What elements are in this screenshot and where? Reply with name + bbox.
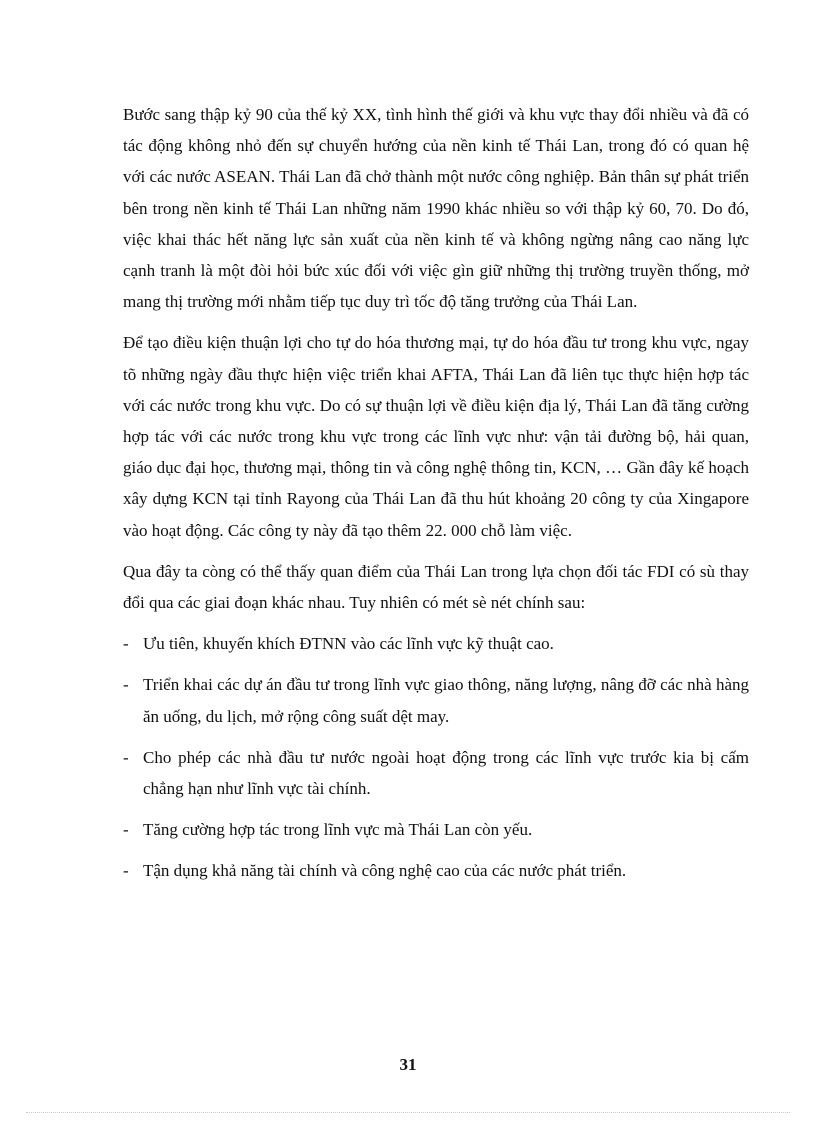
bullet-dash: - [123,747,129,767]
bullet-item [123,628,749,659]
paragraph-1: Bước sang thập kỷ 90 của thế kỷ XX, tình hình thế giới và khu vực thay đổi nhiều và đã có tác động không nhỏ đến sự chuyển hướng của nền kinh tế Thái Lan, trong đó có quan hệ với các nước ASEAN. Thái Lan đã chở thành một nước công nghiệp. Bản thân sự phát triển bên trong nền kinh tế Thái Lan những năm 1990 khác nhiều so với thập kỷ 60, 70. Do đó, việc khai thác hết năng lực sản xuất của nền kinh tế và không ngừng nâng cao năng lực cạnh tranh là một đòi hỏi bức xúc đối với việc gìn giữ những thị trường truyền thống, mở mang thị trường mới nhằm tiếp tục duy trì tốc độ tăng trưởng của Thái Lan. [123,105,749,312]
bullet-dash: - [123,861,129,881]
bullet-item [123,742,749,804]
bullet-item [123,669,749,731]
bullet-dash: - [123,675,129,695]
bullet-text: Triển khai các dự án đầu tư trong lĩnh vực giao thông, năng lượng, nâng đỡ các nhà hàng ăn uống, du lịch, mở rộng công suất dệt may. [143,675,749,726]
bullet-text: Tận dụng khả năng tài chính và công nghệ cao của các nước phát triển. [143,861,627,881]
bullet-list [123,628,749,886]
bullet-text: Tăng cường hợp tác trong lĩnh vực mà Thái Lan còn yếu. [143,820,533,840]
bullet-text: Cho phép các nhà đầu tư nước ngoài hoạt động trong các lĩnh vực trước kia bị cấm chẳng hạn như lĩnh vực tài chính. [143,747,749,799]
bullet-dash: - [123,634,129,654]
footer-divider [26,1112,790,1113]
page-number: 31 [399,1055,417,1074]
bullet-text: Ưu tiên, khuyến khích ĐTNN vào các lĩnh vực kỹ thuật cao. [143,634,554,654]
paragraph-2: Để tạo điều kiện thuận lợi cho tự do hóa thương mại, tự do hóa đầu tư trong khu vực, ngay tõ những ngày đầu thực hiện việc triển khai AFTA, Thái Lan đã liên tục thực hiện hợp tác với các nước trong khu vực. Do có sự thuận lợi về điều kiện địa lý, Thái Lan đã tăng cường hợp tác với các nước trong khu vực trong các lĩnh vực như: vận tải đường bộ, hải quan, giáo dục đại học, thương mại, thông tin và công nghệ thông tin, KCN, … Gần đây kế hoạch xây dựng KCN tại tỉnh Rayong của Thái Lan đã thu hút khoảng 20 công ty của Xingapore vào hoạt động. Các công ty này đã tạo thêm 22. 000 chỗ làm việc. [123,333,749,540]
paragraph-3: Qua đây ta còng có thể thấy quan điểm của Thái Lan trong lựa chọn đối tác FDI có sù thay đổi qua các giai đoạn khác nhau. Tuy nhiên có mét sè nét chính sau: [123,561,749,613]
bullet-item [123,814,749,845]
body-text [123,99,749,897]
bullet-dash: - [123,820,129,840]
bullet-item [123,855,749,886]
